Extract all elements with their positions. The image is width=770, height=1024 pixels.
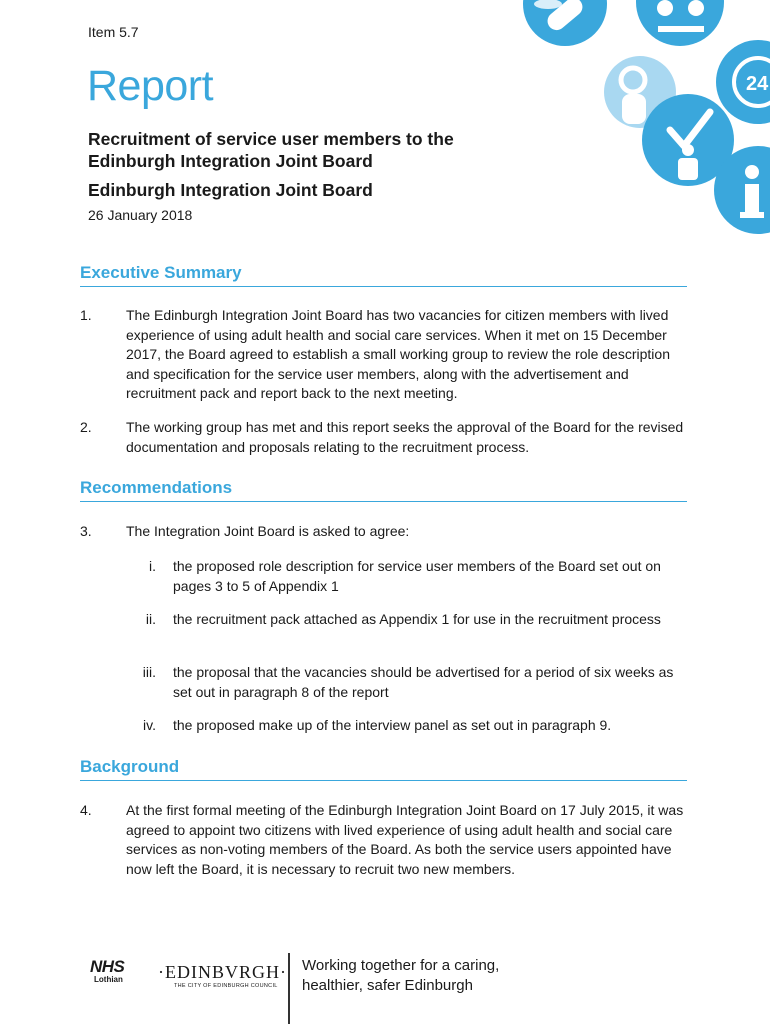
meeting-name: Edinburgh Integration Joint Board (88, 180, 373, 200)
paragraph-text: The Edinburgh Integration Joint Board has two vacancies for citizen members with lived experience of using adult health and social care services. When it met on 15 December 2017, the Board agreed to establish a small working group to review the role description and specification for the service user members, along with the advertisement and recruitment pack and report back to the next meeting. (126, 307, 670, 402)
list-text: the proposed make up of the interview panel as set out in paragraph 9. (173, 717, 612, 733)
edinburgh-council-logo (158, 962, 287, 989)
paragraph-number: 4. (80, 802, 92, 818)
paragraph-4 (80, 801, 690, 879)
paragraph-number: 2. (80, 419, 92, 435)
nhs-lothian-logo (90, 957, 124, 984)
paragraph-3 (80, 522, 690, 542)
list-text: the recruitment pack attached as Appendix 1 for use in the recruitment process (173, 611, 661, 627)
paragraph-text: The Integration Joint Board is asked to agree: (126, 523, 410, 539)
report-date: 26 January 2018 (88, 207, 193, 223)
paragraph-number: 1. (80, 307, 92, 323)
report-subtitle: Recruitment of service user members to the Edinburgh Integration Joint Board (88, 129, 454, 171)
footer-divider (288, 953, 290, 1024)
recommendation-item-iv (128, 716, 688, 736)
section-heading-recommendations: Recommendations (80, 478, 687, 502)
list-text: the proposed role description for service user members of the Board set out on pages 3 to 5 of Appendix 1 (173, 558, 661, 594)
list-number: iii. (142, 664, 156, 680)
paragraph-text: At the first formal meeting of the Edinburgh Integration Joint Board on 17 July 2015, it was agreed to appoint two citizens with lived experience of using adult health and social care services as non-voting members of the Board. As both the service users appointed have now left the Board, it is necessary to recruit two new members. (126, 802, 684, 877)
24-hour-icon (716, 40, 770, 124)
24-badge-text: 24 (746, 73, 769, 95)
item-number: Item 5.7 (88, 24, 139, 40)
section-heading-background: Background (80, 757, 687, 781)
council-wordmark: ·EDINBVRGH· (158, 962, 287, 982)
decorative-icon-cluster (510, 0, 770, 240)
list-number: ii. (145, 611, 156, 627)
nhs-wordmark: NHS (90, 957, 125, 976)
paragraph-2 (80, 418, 690, 457)
medication-icon (523, 0, 607, 46)
section-heading-executive-summary: Executive Summary (80, 263, 687, 287)
people-meeting-icon (636, 0, 724, 46)
paragraph-number: 3. (80, 523, 92, 539)
nhs-region: Lothian (94, 975, 123, 984)
paragraph-text: The working group has met and this report seeks the approval of the Board for the revised documentation and proposals relating to the recruitment process. (126, 419, 684, 455)
list-number: i. (149, 558, 156, 574)
footer-tagline: Working together for a caring, healthier, safer Edinburgh (302, 957, 500, 994)
recommendation-item-iii (128, 663, 688, 702)
list-number: iv. (143, 717, 156, 733)
recommendation-item-i (128, 557, 688, 596)
document-type-title: Report (87, 62, 214, 110)
recommendation-item-ii (128, 610, 688, 630)
paragraph-1 (80, 306, 690, 404)
list-text: the proposal that the vacancies should be advertised for a period of six weeks as set out in paragraph 8 of the report (173, 664, 674, 700)
council-subtitle: THE CITY OF EDINBURGH COUNCIL (174, 983, 278, 989)
